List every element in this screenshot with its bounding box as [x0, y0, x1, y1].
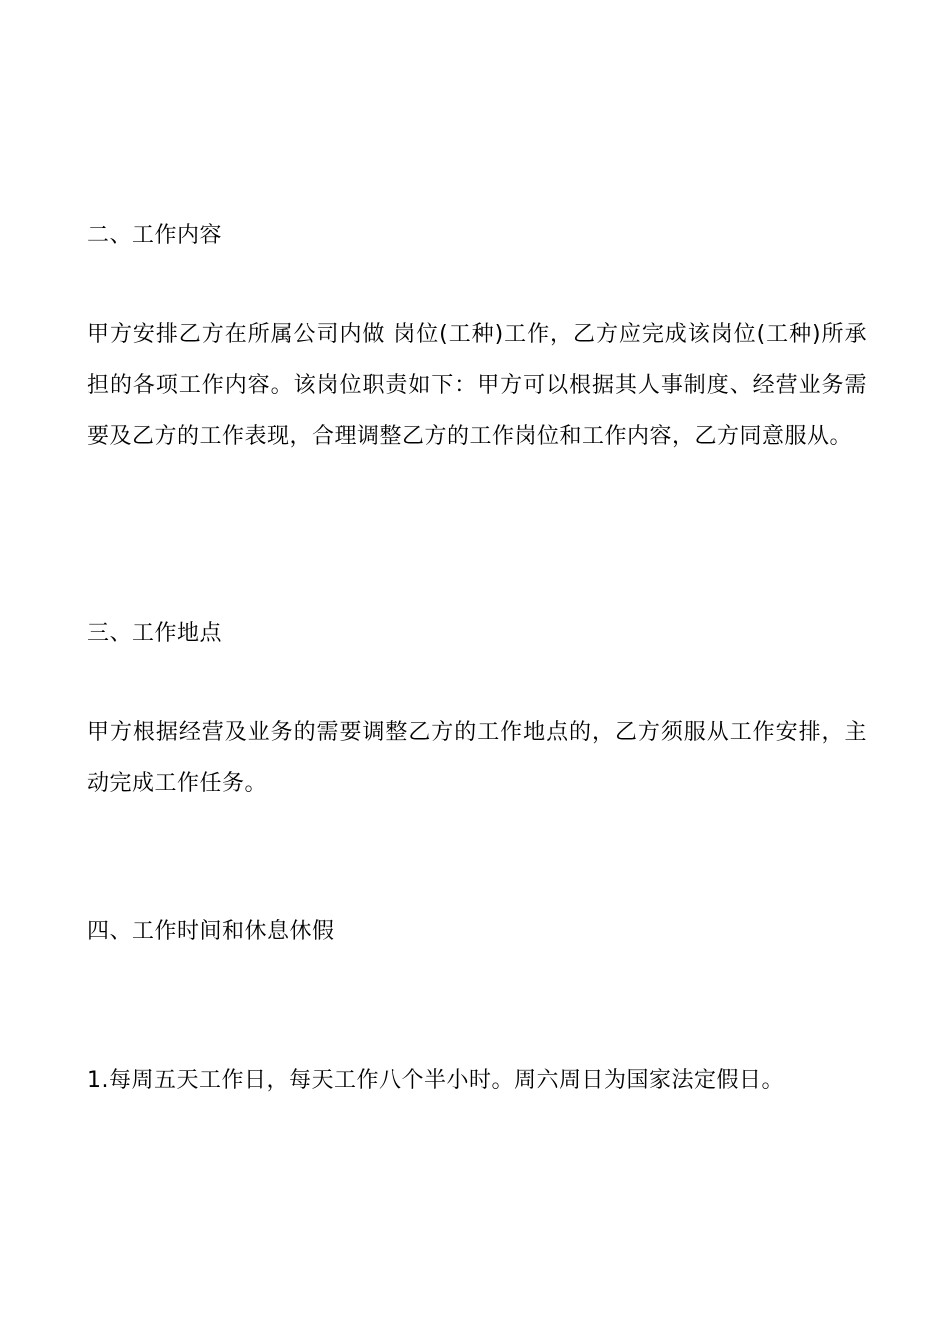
list-item-work-hours-1: 1.每周五天工作日，每天工作八个半小时。周六周日为国家法定假日。 — [87, 1068, 784, 1093]
section-heading-work-hours: 四、工作时间和休息休假 — [87, 919, 335, 944]
paragraph-work-content: 甲方安排乙方在所属公司内做 岗位(工种)工作，乙方应完成该岗位(工种)所承担的各项工作内容。该岗位职责如下：甲方可以根据其人事制度、经营业务需要及乙方的工作表现，合理调整乙方的工作岗位和工作内容，乙方同意服从。 — [87, 322, 867, 449]
paragraph-work-location: 甲方根据经营及业务的需要调整乙方的工作地点的，乙方须服从工作安排，主动完成工作任务。 — [87, 720, 867, 796]
section-heading-work-location: 三、工作地点 — [87, 621, 223, 646]
section-heading-work-content: 二、工作内容 — [87, 223, 223, 248]
